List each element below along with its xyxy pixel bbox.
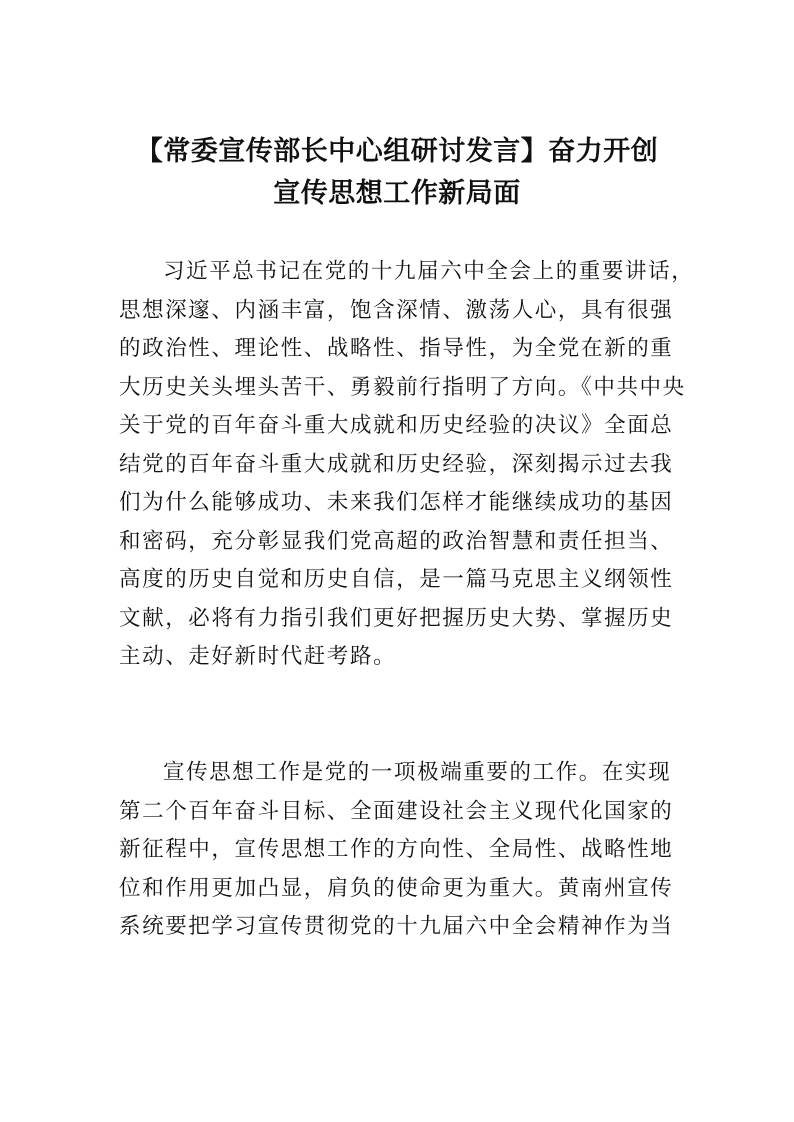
document-title (110, 131, 684, 215)
paragraph-line: 习近平总书记在党的十九届六中全会上的重要讲话， (163, 259, 695, 284)
paragraph-line: 大历史关头埋头苦干、勇毅前行指明了方向。《中共中央 (119, 374, 686, 400)
title-line: 宣传思想工作新局面 (273, 178, 521, 209)
paragraph-line: 思想深邃、内涵丰富，饱含深情、激荡人心，具有很强 (119, 297, 674, 323)
paragraph-line: 和密码，充分彰显我们党高超的政治智慧和责任担当、 (119, 528, 674, 554)
paragraph-line: 文献，必将有力指引我们更好把握历史大势、掌握历史 (119, 605, 674, 631)
paragraph-line: 关于党的百年奋斗重大成就和历史经验的决议》全面总 (119, 413, 674, 438)
paragraph-line: 第二个百年奋斗目标、全面建设社会主义现代化国家的 (119, 798, 674, 824)
paragraph (119, 253, 695, 677)
paragraph-line: 们为什么能够成功、未来我们怎样才能继续成功的基因 (119, 490, 674, 515)
paragraph-line: 主动、走好新时代赶考路。 (119, 644, 397, 669)
paragraph-line: 位和作用更加凸显，肩负的使命更为重大。黄南州宣传 (119, 875, 674, 901)
paragraph-line: 结党的百年奋斗重大成就和历史经验，深刻揭示过去我 (119, 451, 674, 477)
paragraph-line: 高度的历史自觉和历史自信，是一篇马克思主义纲领性 (119, 567, 674, 592)
paragraph-line: 的政治性、理论性、战略性、指导性，为全党在新的重 (119, 336, 674, 361)
paragraph-line: 新征程中，宣传思想工作的方向性、全局性、战略性地 (119, 837, 674, 862)
title-line: 【常委宣传部长中心组研讨发言】奋力开创 (135, 136, 659, 167)
paragraph-line: 宣传思想工作是党的一项极端重要的工作。在实现 (163, 760, 672, 785)
paragraph-line: 系统要把学习宣传贯彻党的十九届六中全会精神作为当 (119, 914, 674, 939)
paragraph (119, 754, 681, 947)
